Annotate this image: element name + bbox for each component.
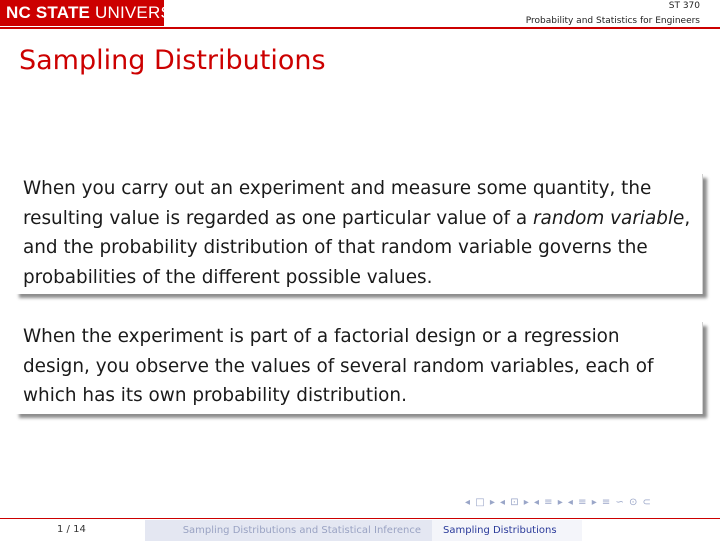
logo-bold-text: NC STATE [6, 3, 91, 22]
block1-emphasis: random variable [533, 207, 685, 229]
course-code: ST 370 [668, 1, 700, 11]
university-logo [0, 0, 200, 26]
block1-text-end: , and the probability distribution of that random variable governs the probabilities of the different possible values. [23, 207, 691, 288]
content-block-2 [15, 322, 703, 414]
content-block-1 [15, 174, 703, 294]
block2-text: When the experiment is part of a factorial design or a regression design, you observe the values of several random variables, each of which has its own probability distribution. [23, 326, 654, 407]
slide-title: Sampling Distributions [19, 45, 326, 76]
block1-text-start: When you carry out an experiment and measure some quantity, the resulting value is regarded as one particular value of a [23, 178, 652, 229]
footer-subsection[interactable]: Sampling Distributions [432, 520, 582, 541]
page-number: 1 / 14 [57, 524, 86, 535]
footer-section[interactable]: Sampling Distributions and Statistical Inference [145, 520, 432, 541]
footer-divider [0, 518, 720, 519]
logo-light-text: UNIVERSITY [95, 3, 200, 22]
course-title: Probability and Statistics for Engineers [525, 16, 700, 26]
header-divider [0, 27, 720, 29]
beamer-navigation-icons[interactable]: ◂ □ ▸ ◂ ⊡ ▸ ◂ ≡ ▸ ◂ ≡ ▸ ≡ ∽ ⊙ ⊂ [465, 497, 652, 508]
